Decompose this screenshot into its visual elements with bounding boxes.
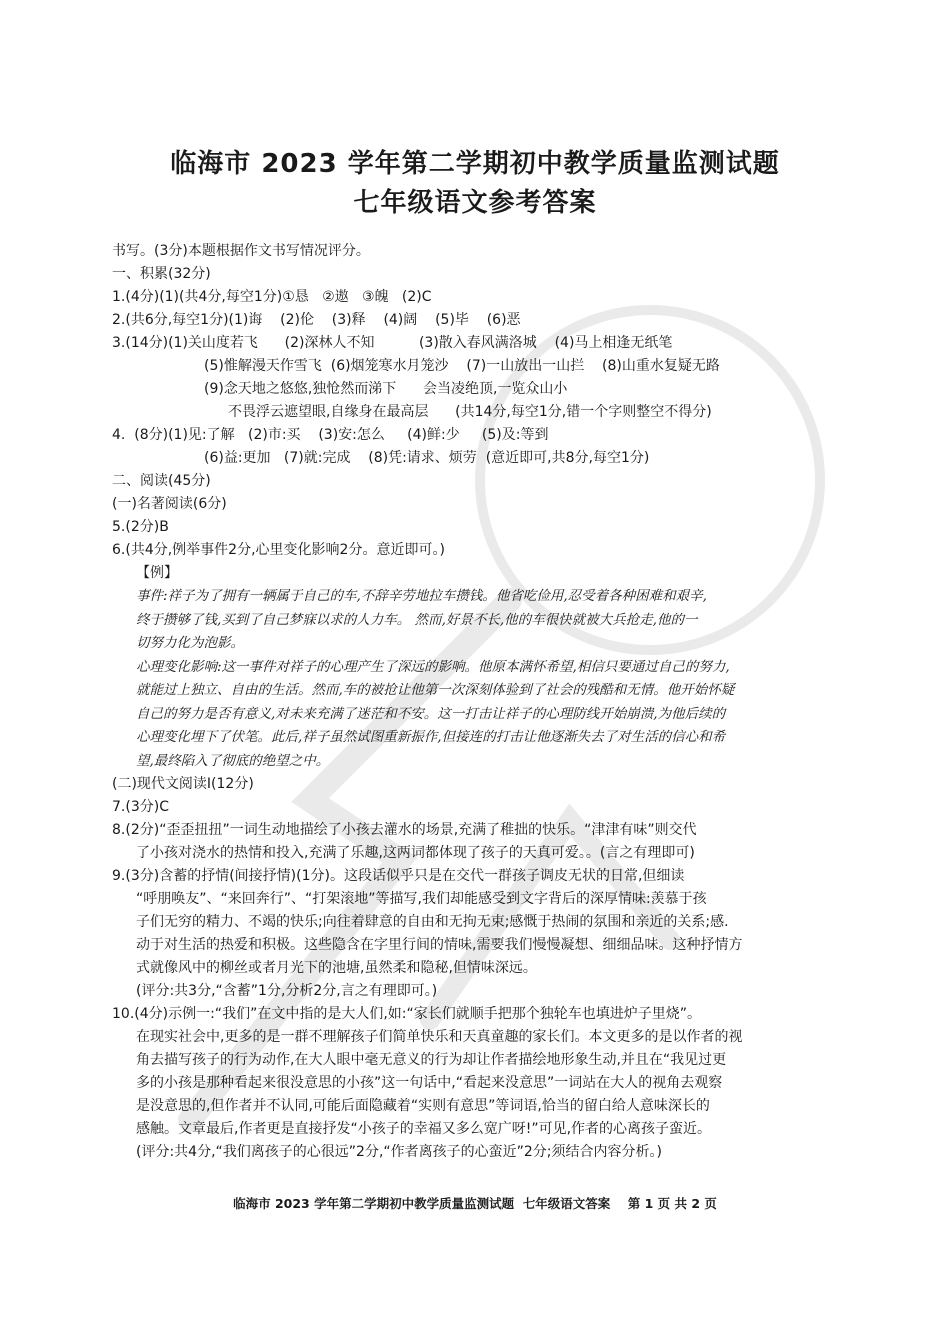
text-line: 望,最终陷入了彻底的绝望之中。 xyxy=(136,752,330,769)
answer-content xyxy=(112,240,838,1164)
text-line: 不畏浮云遮望眼,自缘身在最高层 (共14分,每空1分,错一个字则整空不得分) xyxy=(228,404,712,420)
text-line: 二、阅读(45分) xyxy=(112,473,211,489)
text-line: (评分:共4分,“我们离孩子的心很远”2分,“作者离孩子的心蛮近”2分;须结合内容分析。) xyxy=(136,1144,662,1160)
section-1 xyxy=(112,240,838,585)
text-line: 6.(共4分,例举事件2分,心里变化影响2分。意近即可。) xyxy=(112,542,445,558)
text-line: 子们无穷的精力、不竭的快乐;向往着肆意的自由和无拘无束;感慨于热闹的氛围和亲近的关系;感. xyxy=(136,914,729,930)
page-subtitle: 七年级语文参考答案 xyxy=(353,188,597,218)
text-line: 【例】 xyxy=(136,565,178,581)
text-line: 式就像风中的柳丝或者月光下的池塘,虽然柔和隐秘,但情味深远。 xyxy=(136,960,537,976)
text-line: 了小孩对浇水的热情和投入,充满了乐趣,这两词都体现了孩子的天真可爱。。(言之有理即可) xyxy=(136,845,695,861)
text-line: 心理变化埋下了伏笔。此后,祥子虽然试图重新振作,但接连的打击让他逐渐失去了对生活的信心和希 xyxy=(136,729,726,745)
text-line: 动于对生活的热爱和积极。这些隐含在字里行间的情味,需要我们慢慢凝想、细细品味。这种抒情方 xyxy=(136,937,743,953)
text-line: (一)名著阅读(6分) xyxy=(112,496,227,512)
text-line: 多的小孩是那种看起来很没意思的小孩”这一句话中,“看起来没意思”一词站在大人的视角去观察 xyxy=(136,1075,723,1091)
text-line: 心理变化影响:这一事件对祥子的心理产生了深远的影响。他原本满怀希望,相信只要通过自己的努力, xyxy=(136,658,730,675)
text-line: 自己的努力是否有意义,对未来充满了迷茫和不安。这一打击让祥子的心理防线开始崩溃,为他后续的 xyxy=(136,705,726,722)
text-line: 10.(4分)示例一:“我们”在文中指的是大人们,如:“家长们就顺手把那个独轮车也填进炉子里烧”。 xyxy=(112,1006,701,1022)
text-line: 在现实社会中,更多的是一群不理解孩子们简单快乐和天真童趣的家长们。本文更多的是以作者的视 xyxy=(136,1029,743,1045)
page-title: 临海市 2023 学年第二学期初中教学质量监测试题 xyxy=(170,149,780,179)
text-line: (评分:共3分,“含蓄”1分,分析2分,言之有理即可。) xyxy=(136,983,438,999)
text-line: (6)益:更加 (7)就:完成 (8)凭:请求、烦劳 (意近即可,共8分,每空1分) xyxy=(204,450,650,466)
text-line: 切努力化为泡影。 xyxy=(136,635,244,651)
text-line: “呼朋唤友”、“来回奔行”、“打架滚地”等描写,我们却能感受到文字背后的深厚情味:羡慕于孩 xyxy=(136,891,707,907)
text-line: 3.(14分)(1)关山度若飞 (2)深林人不知 (3)散入春风满洛城 (4)马上相逢无纸笔 xyxy=(112,335,673,351)
text-line: (5)惟解漫天作雪飞 (6)烟笼寒水月笼沙 (7)一山放出一山拦 (8)山重水复疑无路 xyxy=(204,358,720,374)
text-line: 7.(3分)C xyxy=(112,799,169,815)
text-line: 1.(4分)(1)(共4分,每空1分)①恳 ②遨 ③魄 (2)C xyxy=(112,289,432,305)
text-line: 5.(2分)B xyxy=(112,519,169,535)
text-line: 书写。(3分)本题根据作文书写情况评分。 xyxy=(112,243,370,259)
text-line: 一、积累(32分) xyxy=(112,266,211,282)
section-2 xyxy=(112,773,838,1164)
text-line: (二)现代文阅读Ⅰ(12分) xyxy=(112,776,254,792)
text-line: 角去描写孩子的行为动作,在大人眼中毫无意义的行为却让作者描绘地形象生动,并且在“我见过更 xyxy=(136,1052,727,1068)
text-line: 是没意思的,但作者并不认同,可能后面隐藏着“实则有意思”等词语,恰当的留白给人意味深长的 xyxy=(136,1098,710,1114)
text-line: 就能过上独立、自由的生活。然而,车的被抢让他第一次深刻体验到了社会的残酷和无情。他开始怀疑 xyxy=(136,682,735,698)
text-line: (9)念天地之悠悠,独怆然而涕下 会当凌绝顶,一览众山小 xyxy=(204,381,568,397)
page-footer: 临海市 2023 学年第二学期初中教学质量监测试题 七年级语文答案 第 1 页 共 2 页 xyxy=(233,1196,717,1211)
example-block xyxy=(112,585,838,773)
text-line: 事件:祥子为了拥有一辆属于自己的车,不辞辛劳地拉车攒钱。他省吃俭用,忍受着各种困难和艰辛, xyxy=(136,588,707,604)
text-line: 9.(3分)含蓄的抒情(间接抒情)(1分)。这段话似乎只是在交代一群孩子调皮无状的日常,但细读 xyxy=(112,868,685,884)
text-line: 终于攒够了钱,买到了自己梦寐以求的人力车。 然而,好景不长,他的车很快就被大兵抢走,他的一 xyxy=(136,611,698,628)
text-line: 感触。文章最后,作者更是直接抒发“小孩子的幸福又多么宽广呀!”可见,作者的心离孩子蛮近。 xyxy=(136,1121,712,1137)
text-line: 4. (8分)(1)见:了解 (2)市:买 (3)安:怎么 (4)鲜:少 (5)及:等到 xyxy=(112,427,549,443)
text-line: 2.(共6分,每空1分)(1)诲 (2)伦 (3)释 (4)阔 (5)毕 (6)恶 xyxy=(112,312,521,328)
text-line: 8.(2分)“歪歪扭扭”一词生动地描绘了小孩去灌水的场景,充满了稚拙的快乐。“津津有味”则交代 xyxy=(112,822,697,838)
